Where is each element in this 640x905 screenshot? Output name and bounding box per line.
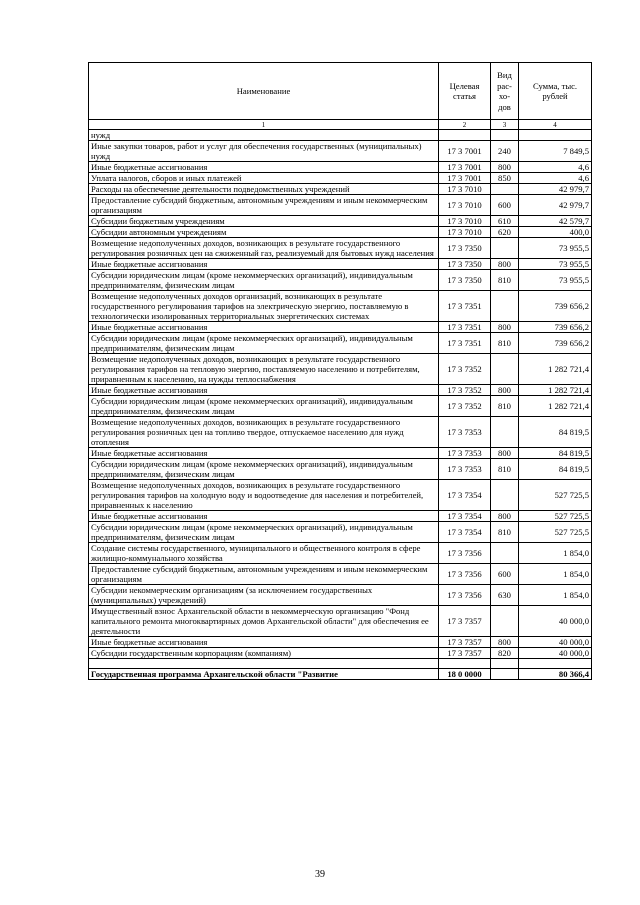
- table-row: [89, 130, 592, 141]
- row-name: Иные бюджетные ассигнования: [89, 385, 439, 396]
- table-row: [89, 333, 592, 354]
- table-row: [89, 354, 592, 385]
- row-article: 17 3 7010: [439, 216, 491, 227]
- row-sum: 73 955,5: [519, 238, 592, 259]
- table-row: [89, 459, 592, 480]
- table-row: [89, 648, 592, 659]
- table-row: [89, 162, 592, 173]
- column-number: 2: [439, 120, 491, 130]
- row-kind: 620: [491, 227, 519, 238]
- row-article: 17 3 7352: [439, 396, 491, 417]
- table-row: [89, 522, 592, 543]
- row-kind: 800: [491, 637, 519, 648]
- column-number-row: [89, 120, 592, 130]
- row-sum: 4,6: [519, 162, 592, 173]
- row-name: Субсидии юридическим лицам (кроме некоммерческих организаций), индивидуальным предпринимателям, физическим лицам: [89, 270, 439, 291]
- row-kind: [491, 238, 519, 259]
- row-article: 17 3 7010: [439, 184, 491, 195]
- row-kind: 850: [491, 173, 519, 184]
- row-article: 17 3 7356: [439, 585, 491, 606]
- row-sum: 739 656,2: [519, 333, 592, 354]
- row-article: 17 3 7350: [439, 259, 491, 270]
- row-name: Иные бюджетные ассигнования: [89, 448, 439, 459]
- table-row: [89, 480, 592, 511]
- row-name: Субсидии юридическим лицам (кроме некоммерческих организаций), индивидуальным предпринимателям, физическим лицам: [89, 459, 439, 480]
- row-article: 17 3 7352: [439, 354, 491, 385]
- table-row: [89, 216, 592, 227]
- row-sum: 42 579,7: [519, 216, 592, 227]
- row-sum: 84 819,5: [519, 459, 592, 480]
- row-sum: [519, 130, 592, 141]
- row-name: Иные бюджетные ассигнования: [89, 511, 439, 522]
- row-name: Субсидии юридическим лицам (кроме некоммерческих организаций), индивидуальным предпринимателям, физическим лицам: [89, 333, 439, 354]
- budget-table-container: [88, 62, 591, 680]
- row-sum: 73 955,5: [519, 270, 592, 291]
- row-article: 17 3 7356: [439, 543, 491, 564]
- table-row: [89, 543, 592, 564]
- row-kind: 810: [491, 522, 519, 543]
- row-article: 17 3 7357: [439, 648, 491, 659]
- row-article: 17 3 7356: [439, 564, 491, 585]
- header-article: Целевая статья: [439, 63, 491, 120]
- row-sum: 1 854,0: [519, 564, 592, 585]
- row-name: Создание системы государственного, муниципального и общественного контроля в сфере жилищно-коммунального хозяйства: [89, 543, 439, 564]
- row-article: [439, 130, 491, 141]
- row-sum: 1 282 721,4: [519, 354, 592, 385]
- table-row: [89, 270, 592, 291]
- table-header-row: [89, 63, 592, 120]
- row-article: 17 3 7351: [439, 333, 491, 354]
- row-kind: 800: [491, 385, 519, 396]
- row-sum: 40 000,0: [519, 648, 592, 659]
- total-name: Государственная программа Архангельской области "Развитие: [89, 669, 439, 680]
- row-name: нужд: [89, 130, 439, 141]
- row-name: Возмещение недополученных доходов, возникающих в результате государственного регулирования розничных цен на сжиженный газ, реализуемый для бытовых нужд населения: [89, 238, 439, 259]
- table-row: [89, 585, 592, 606]
- budget-table: [88, 62, 592, 680]
- row-name: Иные бюджетные ассигнования: [89, 637, 439, 648]
- table-row: [89, 184, 592, 195]
- row-sum: 84 819,5: [519, 417, 592, 448]
- row-sum: 1 282 721,4: [519, 396, 592, 417]
- row-sum: 400,0: [519, 227, 592, 238]
- row-name: Предоставление субсидий бюджетным, автономным учреждениям и иным некоммерческим организациям: [89, 564, 439, 585]
- row-article: 17 3 7357: [439, 606, 491, 637]
- row-sum: 40 000,0: [519, 637, 592, 648]
- header-kind: Вид рас-хо-дов: [491, 63, 519, 120]
- row-kind: [491, 606, 519, 637]
- row-name: Возмещение недополученных доходов организаций, возникающих в результате государственного регулирования тарифов на электрическую энергию, поставляемую в технологически изолированных территориальных энергетических системах: [89, 291, 439, 322]
- table-row: [89, 291, 592, 322]
- table-row: [89, 637, 592, 648]
- row-name: Субсидии некоммерческим организациям (за исключением государственных (муниципальных) учреждений): [89, 585, 439, 606]
- total-sum: 80 366,4: [519, 669, 592, 680]
- total-row: [89, 669, 592, 680]
- row-kind: 630: [491, 585, 519, 606]
- row-name: Иные бюджетные ассигнования: [89, 162, 439, 173]
- row-article: 17 3 7001: [439, 141, 491, 162]
- row-article: 17 3 7351: [439, 322, 491, 333]
- header-sum: Сумма, тыс. рублей: [519, 63, 592, 120]
- row-sum: 527 725,5: [519, 522, 592, 543]
- table-row: [89, 238, 592, 259]
- table-row: [89, 417, 592, 448]
- row-sum: 42 979,7: [519, 184, 592, 195]
- table-row: [89, 259, 592, 270]
- table-row: [89, 141, 592, 162]
- row-kind: [491, 354, 519, 385]
- row-kind: 800: [491, 322, 519, 333]
- row-article: 17 3 7353: [439, 417, 491, 448]
- row-kind: [491, 480, 519, 511]
- row-sum: 42 979,7: [519, 195, 592, 216]
- table-row: [89, 564, 592, 585]
- row-kind: 810: [491, 270, 519, 291]
- table-row: [89, 173, 592, 184]
- row-article: 17 3 7001: [439, 162, 491, 173]
- column-number: 3: [491, 120, 519, 130]
- row-kind: 800: [491, 511, 519, 522]
- row-article: 17 3 7354: [439, 511, 491, 522]
- row-name: Субсидии автономным учреждениям: [89, 227, 439, 238]
- row-sum: 40 000,0: [519, 606, 592, 637]
- row-name: Предоставление субсидий бюджетным, автономным учреждениям и иным некоммерческим организациям: [89, 195, 439, 216]
- table-row: [89, 385, 592, 396]
- row-kind: 800: [491, 259, 519, 270]
- row-sum: 527 725,5: [519, 511, 592, 522]
- row-name: Иные закупки товаров, работ и услуг для обеспечения государственных (муниципальных) нужд: [89, 141, 439, 162]
- row-article: 17 3 7351: [439, 291, 491, 322]
- row-article: 17 3 7001: [439, 173, 491, 184]
- row-article: 17 3 7350: [439, 270, 491, 291]
- row-kind: 820: [491, 648, 519, 659]
- table-row: [89, 322, 592, 333]
- column-number: 1: [89, 120, 439, 130]
- row-sum: 739 656,2: [519, 322, 592, 333]
- total-kind: [491, 669, 519, 680]
- table-row: [89, 606, 592, 637]
- row-name: Имущественный взнос Архангельской области в некоммерческую организацию "Фонд капитального ремонта многоквартирных домов Архангельской области" для обеспечения ее деятельности: [89, 606, 439, 637]
- header-name: Наименование: [89, 63, 439, 120]
- table-row: [89, 195, 592, 216]
- blank-row: [89, 659, 592, 669]
- row-kind: 810: [491, 459, 519, 480]
- row-kind: 610: [491, 216, 519, 227]
- table-row: [89, 511, 592, 522]
- table-row: [89, 396, 592, 417]
- row-name: Возмещение недополученных доходов, возникающих в результате государственного регулирования тарифов на тепловую энергию, поставляемую населению и потребителям, приравненным к населению, на нужды теплоснабжения: [89, 354, 439, 385]
- row-kind: 800: [491, 448, 519, 459]
- row-article: 17 3 7352: [439, 385, 491, 396]
- row-sum: 4,6: [519, 173, 592, 184]
- row-article: 17 3 7010: [439, 227, 491, 238]
- row-name: Субсидии юридическим лицам (кроме некоммерческих организаций), индивидуальным предпринимателям, физическим лицам: [89, 522, 439, 543]
- row-article: 17 3 7350: [439, 238, 491, 259]
- row-sum: 7 849,5: [519, 141, 592, 162]
- row-article: 17 3 7357: [439, 637, 491, 648]
- row-sum: 739 656,2: [519, 291, 592, 322]
- row-kind: 800: [491, 162, 519, 173]
- row-article: 17 3 7010: [439, 195, 491, 216]
- table-row: [89, 227, 592, 238]
- column-number: 4: [519, 120, 592, 130]
- row-kind: 240: [491, 141, 519, 162]
- row-name: Субсидии юридическим лицам (кроме некоммерческих организаций), индивидуальным предпринимателям, физическим лицам: [89, 396, 439, 417]
- row-sum: 1 282 721,4: [519, 385, 592, 396]
- row-kind: 810: [491, 333, 519, 354]
- row-article: 17 3 7353: [439, 459, 491, 480]
- row-name: Возмещение недополученных доходов, возникающих в результате государственного регулирования розничных цен на топливо твердое, отпускаемое населению для нужд отопления: [89, 417, 439, 448]
- row-name: Субсидии бюджетным учреждениям: [89, 216, 439, 227]
- row-kind: [491, 543, 519, 564]
- row-sum: 73 955,5: [519, 259, 592, 270]
- row-name: Расходы на обеспечение деятельности подведомственных учреждений: [89, 184, 439, 195]
- row-article: 17 3 7354: [439, 522, 491, 543]
- row-sum: 1 854,0: [519, 585, 592, 606]
- row-name: Субсидии государственным корпорациям (компаниям): [89, 648, 439, 659]
- row-kind: [491, 130, 519, 141]
- row-article: 17 3 7354: [439, 480, 491, 511]
- row-sum: 1 854,0: [519, 543, 592, 564]
- row-kind: [491, 291, 519, 322]
- total-article: 18 0 0000: [439, 669, 491, 680]
- row-sum: 527 725,5: [519, 480, 592, 511]
- row-kind: [491, 417, 519, 448]
- row-name: Иные бюджетные ассигнования: [89, 322, 439, 333]
- row-kind: 600: [491, 564, 519, 585]
- table-row: [89, 448, 592, 459]
- row-article: 17 3 7353: [439, 448, 491, 459]
- row-kind: 600: [491, 195, 519, 216]
- row-sum: 84 819,5: [519, 448, 592, 459]
- row-name: Иные бюджетные ассигнования: [89, 259, 439, 270]
- row-name: Возмещение недополученных доходов, возникающих в результате государственного регулирования тарифов на холодную воду и водоотведение для населения и потребителей, приравненных к населению: [89, 480, 439, 511]
- page-number: 39: [315, 869, 325, 880]
- row-kind: [491, 184, 519, 195]
- row-kind: 810: [491, 396, 519, 417]
- row-name: Уплата налогов, сборов и иных платежей: [89, 173, 439, 184]
